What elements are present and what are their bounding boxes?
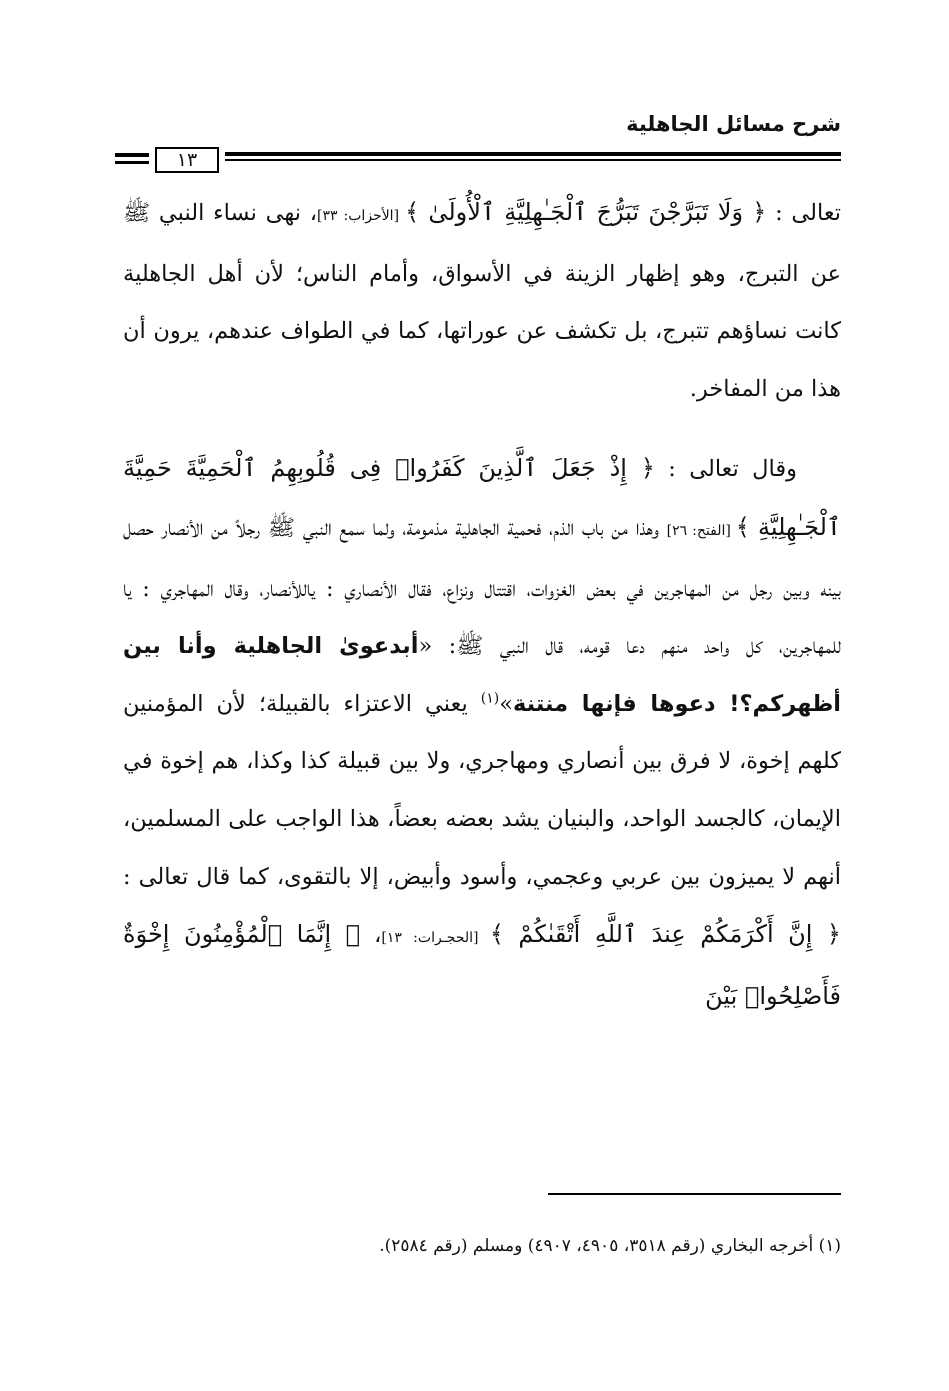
verse-reference: [الحجـرات: ١٣] bbox=[381, 930, 490, 947]
header-rule bbox=[115, 147, 841, 177]
paragraph-1 bbox=[123, 184, 841, 418]
quran-verse: ﴿ وَلَا تَبَرَّجْنَ تَبَرُّجَ ٱلْجَـٰهِلِيَّةِ ٱلْأُولَىٰ ﴾ bbox=[405, 198, 767, 226]
header-thick-rule bbox=[225, 152, 841, 156]
header-thin-rule bbox=[225, 159, 841, 161]
footnote: (١) أخرجه البخاري (رقم ٣٥١٨، ٤٩٠٥، ٤٩٠٧) ومسلم (رقم ٢٥٨٤). bbox=[379, 1236, 841, 1256]
text-run: » bbox=[499, 690, 513, 717]
text-run: وهذا من باب الذم، فحمية الجاهلية مذمومة، ولما سمع النبي ﷺ رجلاً من الأنصار حصل بينه وبين رجل من المهاجرين في بعض الغزوات، اقتتال ونزاع، فقال الأنصاري : ياللأنصار، وقال المهاجري : يا للمهاجرين، كل واحد منهم دعا قومه، قال النبي ﷺ: « bbox=[123, 514, 841, 660]
footnote-separator bbox=[548, 1193, 841, 1195]
text-run: ، نهى نساء النبي ﷺ عن التبرج، وهو إظهار الزينة في الأسواق، وأمام الناس؛ لأن أهل الجاهلية كانت نساؤهم تتبرج، بل تكشف عن عوراتها، كما في الطواف عندهم، يرون أن هذا من المفاخر. bbox=[123, 200, 841, 402]
running-head-title: شرح مسائل الجاهلية bbox=[626, 112, 841, 136]
quran-verse: ﴿ إِنَّ أَكْرَمَكُمْ عِندَ ٱللَّهِ أَتْقَىٰكُمْ ﴾ bbox=[489, 920, 841, 949]
main-text bbox=[123, 184, 841, 1026]
text-run: وقال تعالى : bbox=[654, 456, 797, 483]
text-run: ، bbox=[360, 922, 382, 949]
verse-reference: [الأحزاب: ٣٣] bbox=[316, 208, 406, 224]
header-mini-rule bbox=[115, 161, 149, 164]
header-mini-rule bbox=[115, 153, 149, 157]
text-run: تعالى : bbox=[766, 200, 841, 226]
footnote-marker: (١) bbox=[480, 690, 500, 707]
hadith-quote: أبدعوىٰ الجاهلية وأنا بين أظهركم؟! دعوها فإنها منتنة bbox=[123, 633, 841, 717]
quran-verse: ﴿ إِذْ جَعَلَ ٱلَّذِينَ كَفَرُوا۟ فِى قُلُوبِهِمُ ٱلْحَمِيَّةَ حَمِيَّةَ ٱلْجَـٰهِلِيَّةِ ﴾ bbox=[123, 454, 841, 541]
text-run: يعني الاعتزاء بالقبيلة؛ لأن المؤمنين كلهم إخوة، لا فرق بين أنصاري ومهاجري، ولا بين قبيلة كذا وكذا، هم إخوة في الإيمان، كالجسد الواحد، والبنيان يشد بعضه بعضاً، هذا الواجب على المسلمين، أنهم لا يميزون بين عربي وعجمي، وأسود وأبيض، إلا بالتقوى، كما قال تعالى : bbox=[123, 690, 841, 890]
quran-verse: ﴿ إِنَّمَا ٱلْمُؤْمِنُونَ إِخْوَةٌ فَأَصْلِحُوا۟ بَيْنَ bbox=[123, 920, 841, 1010]
verse-reference: [الفتح: ٢٦] bbox=[666, 522, 736, 539]
page-number: ١٣ bbox=[155, 147, 219, 173]
paragraph-2 bbox=[123, 440, 841, 1026]
